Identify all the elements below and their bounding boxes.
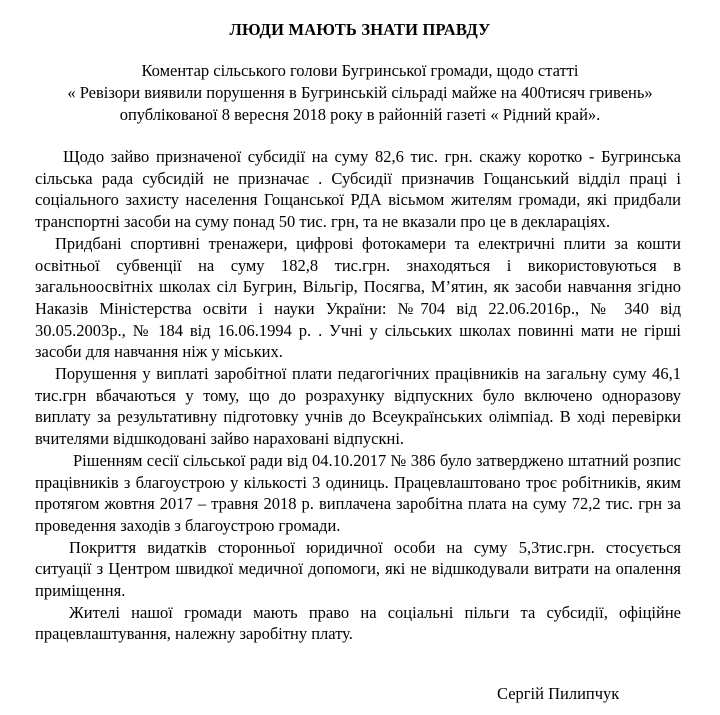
intro-line: « Ревізори виявили порушення в Бугринській сільраді майже на 400тисяч гривень»	[67, 83, 653, 102]
article-intro	[30, 60, 690, 126]
intro-line: опублікованої 8 вересня 2018 року в районній газеті « Рідний край».	[119, 105, 601, 124]
paragraph-rights: Жителі нашої громади мають право на соціальні пільги та субсидії, офіційне працевлаштування, належну заробітну плату.	[35, 602, 681, 644]
author-signature: Сергій Пилипчук	[497, 684, 620, 703]
paragraph-staff: Рішенням сесії сільської ради від 04.10.2017 № 386 було затверджено штатний розпис працівників з благоустрою у кількості 3 одиниць. Працевлаштовано троє робітників, яким протягом жовтня 2017 – травня 2018 р. виплачена заробітна плата на суму 72,2 тис. грн за проведення заходів з благоустрою громади.	[35, 450, 681, 535]
article-title: ЛЮДИ МАЮТЬ ЗНАТИ ПРАВДУ	[229, 20, 491, 39]
paragraph-subsidies: Щодо зайво призначеної субсидії на суму 82,6 тис. грн. скажу коротко - Бугринська сільська рада субсидій не призначає . Субсидії призначив Гощанський відділ праці і соціального захисту населення Гощанської РДА вісьмом жителям громади, які придбали транспортні засоби на суму понад 50 тис. грн, та не вказали про це в деклараціях.	[35, 147, 681, 232]
article-body	[35, 146, 681, 645]
intro-line: Коментар сільського голови Бугринської громади, щодо статті	[141, 61, 579, 80]
paragraph-salary: Порушення у виплаті заробітної плати педагогічних працівників на загальну суму 46,1 тис.грн вбачаються у тому, що до розрахунку відпускних було включено одноразову виплату за результативну підготовку учнів до Всеукраїнських олімпіад. В ході перевірки вчителями відшкодовані зайво нараховані відпускні.	[35, 364, 681, 449]
paragraph-expenses: Покриття видатків сторонньої юридичної особи на суму 5,3тис.грн. стосується ситуації з Центром швидкої медичної допомоги, які не відшкодували витрати на опалення приміщення.	[35, 537, 681, 601]
paragraph-equipment: Придбані спортивні тренажери, цифрові фотокамери та електричні плити за кошти освітньої субвенції на суму 182,8 тис.грн. знаходяться і використовуються в загальноосвітніх школах сіл Бугрин, Вільгір, Посягва, М’ятин, як засоби навчання згідно Наказів Міністерства освіти і науки України: №704 від 22.06.2016р., № 340 від 30.05.2003р., № 184 від 16.06.1994 р. . Учні у сільських школах повинні мати не гірші засоби для навчання ніж у міських.	[35, 233, 681, 362]
